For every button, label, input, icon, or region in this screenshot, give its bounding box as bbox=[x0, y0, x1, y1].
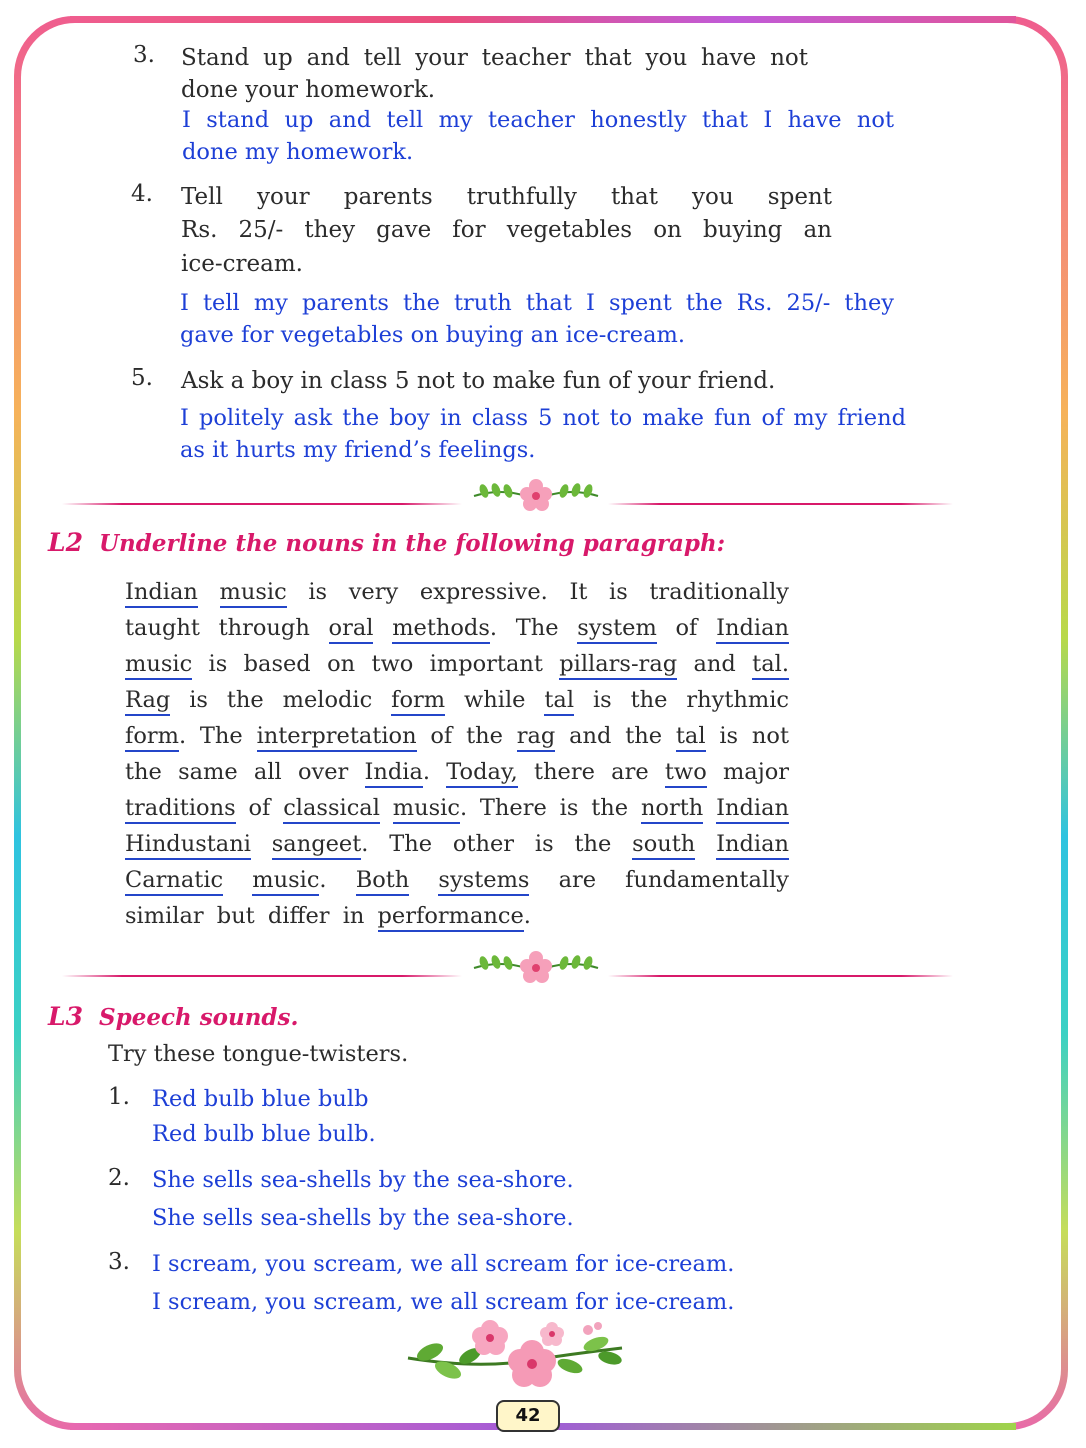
divider-line bbox=[62, 503, 462, 505]
underlined-noun: Indian bbox=[716, 615, 789, 644]
paragraph-text: taught through bbox=[125, 615, 329, 641]
underlined-noun: Both bbox=[356, 867, 410, 896]
underlined-noun: performance bbox=[378, 903, 524, 932]
section-intro: Try these tongue-twisters. bbox=[108, 1041, 409, 1067]
paragraph-text: . The bbox=[489, 615, 578, 641]
paragraph-text: similar but differ in bbox=[125, 903, 378, 929]
twister-line: Red bulb blue bulb bbox=[152, 1086, 369, 1112]
paragraph-text: is based on two important bbox=[192, 651, 560, 677]
underlined-noun: two bbox=[665, 759, 707, 788]
paragraph-text: . bbox=[319, 867, 356, 893]
flower-divider-icon bbox=[470, 478, 602, 514]
noun-paragraph bbox=[125, 574, 789, 934]
twister-line: Red bulb blue bulb. bbox=[152, 1121, 376, 1147]
underlined-noun: Rag bbox=[125, 687, 170, 716]
underlined-noun: sangeet bbox=[272, 831, 362, 860]
paragraph-text: while bbox=[445, 687, 545, 713]
question-text-line: Stand up and tell your teacher that you have not bbox=[181, 45, 808, 71]
twister-number: 2. bbox=[108, 1165, 130, 1191]
question-text-line: Tell your parents truthfully that you spent bbox=[181, 184, 832, 210]
twister-line: She sells sea-shells by the sea-shore. bbox=[152, 1205, 574, 1231]
flower-divider-icon bbox=[470, 950, 602, 986]
paragraph-text: the same all over bbox=[125, 759, 365, 785]
paragraph-line bbox=[125, 898, 789, 934]
paragraph-text: and bbox=[677, 651, 753, 677]
paragraph-text: of bbox=[656, 615, 717, 641]
underlined-noun: Carnatic bbox=[125, 867, 223, 896]
twister-number: 1. bbox=[108, 1084, 130, 1110]
paragraph-text: are fundamentally bbox=[529, 867, 789, 893]
paragraph-text: major bbox=[706, 759, 790, 785]
underlined-noun: system bbox=[577, 615, 657, 644]
divider-line bbox=[608, 975, 953, 977]
paragraph-text: there are bbox=[517, 759, 665, 785]
underlined-noun: music bbox=[220, 579, 287, 608]
underlined-noun: Indian bbox=[716, 795, 789, 824]
section-heading-l3 bbox=[48, 1002, 298, 1031]
section-code: L2 bbox=[48, 528, 83, 557]
underlined-noun: classical bbox=[283, 795, 380, 824]
paragraph-text bbox=[703, 795, 716, 821]
twister-number: 3. bbox=[108, 1249, 130, 1275]
answer-text-line: I stand up and tell my teacher honestly that I have not bbox=[182, 107, 894, 133]
paragraph-line bbox=[125, 862, 789, 898]
question-text-line: Ask a boy in class 5 not to make fun of your friend. bbox=[181, 368, 776, 394]
paragraph-text bbox=[198, 579, 220, 605]
question-text-line: ice-cream. bbox=[181, 251, 303, 277]
paragraph-text bbox=[251, 831, 272, 857]
underlined-noun: systems bbox=[438, 867, 529, 896]
paragraph-line bbox=[125, 790, 789, 826]
underlined-noun: traditions bbox=[125, 795, 236, 824]
paragraph-line bbox=[125, 646, 789, 682]
question-text-line: Rs. 25/- they gave for vegetables on buying an bbox=[181, 217, 832, 243]
paragraph-text bbox=[223, 867, 252, 893]
underlined-noun: Today, bbox=[446, 759, 518, 788]
underlined-noun: pillars-rag bbox=[559, 651, 677, 680]
paragraph-line bbox=[125, 718, 789, 754]
underlined-noun: form bbox=[125, 723, 179, 752]
underlined-noun: music bbox=[125, 651, 192, 680]
paragraph-text: and the bbox=[555, 723, 676, 749]
paragraph-line bbox=[125, 826, 789, 862]
paragraph-text: is the rhythmic bbox=[574, 687, 790, 713]
question-number: 5. bbox=[131, 365, 153, 391]
question-number: 4. bbox=[131, 181, 153, 207]
underlined-noun: tal. bbox=[752, 651, 789, 680]
question-text-line: done your homework. bbox=[181, 77, 436, 103]
underlined-noun: tal bbox=[544, 687, 574, 716]
underlined-noun: interpretation bbox=[257, 723, 417, 752]
paragraph-text: of bbox=[235, 795, 284, 821]
section-code: L3 bbox=[48, 1002, 83, 1031]
paragraph-line bbox=[125, 574, 789, 610]
underlined-noun: Hindustani bbox=[125, 831, 251, 860]
paragraph-line bbox=[125, 610, 789, 646]
underlined-noun: Indian bbox=[125, 579, 198, 608]
paragraph-text: . bbox=[523, 903, 531, 929]
underlined-noun: oral bbox=[329, 615, 374, 644]
underlined-noun: Indian bbox=[716, 831, 789, 860]
paragraph-text bbox=[373, 615, 392, 641]
twister-line: I scream, you scream, we all scream for ice-cream. bbox=[152, 1251, 735, 1277]
question-number: 3. bbox=[133, 42, 155, 68]
underlined-noun: rag bbox=[517, 723, 556, 752]
paragraph-text: is not bbox=[705, 723, 789, 749]
paragraph-text: . The other is the bbox=[361, 831, 633, 857]
page-border-top bbox=[70, 16, 1016, 23]
paragraph-line bbox=[125, 754, 789, 790]
twister-line: She sells sea-shells by the sea-shore. bbox=[152, 1167, 574, 1193]
twister-line: I scream, you scream, we all scream for ice-cream. bbox=[152, 1289, 735, 1315]
flower-branch-icon bbox=[400, 1318, 630, 1398]
paragraph-text: of the bbox=[416, 723, 517, 749]
paragraph-text bbox=[380, 795, 393, 821]
underlined-noun: tal bbox=[676, 723, 706, 752]
paragraph-text: . bbox=[422, 759, 447, 785]
underlined-noun: music bbox=[393, 795, 460, 824]
page-number: 42 bbox=[496, 1400, 560, 1432]
paragraph-text bbox=[409, 867, 438, 893]
answer-text-line: done my homework. bbox=[182, 139, 414, 165]
underlined-noun: south bbox=[632, 831, 695, 860]
paragraph-line bbox=[125, 682, 789, 718]
paragraph-text: . The bbox=[178, 723, 257, 749]
divider-line bbox=[62, 975, 462, 977]
paragraph-text: is very expressive. It is traditionally bbox=[286, 579, 789, 605]
underlined-noun: north bbox=[641, 795, 703, 824]
paragraph-text bbox=[695, 831, 716, 857]
underlined-noun: methods bbox=[392, 615, 490, 644]
divider-line bbox=[608, 503, 953, 505]
answer-text-line: I tell my parents the truth that I spent the Rs. 25/- they bbox=[180, 290, 894, 316]
paragraph-text: . There is the bbox=[459, 795, 641, 821]
section-title: Underline the nouns in the following paragraph: bbox=[99, 530, 726, 557]
underlined-noun: form bbox=[391, 687, 445, 716]
paragraph-text: is the melodic bbox=[170, 687, 392, 713]
section-heading-l2 bbox=[48, 528, 725, 557]
underlined-noun: music bbox=[252, 867, 319, 896]
underlined-noun: India bbox=[365, 759, 423, 788]
answer-text-line: I politely ask the boy in class 5 not to make fun of my friend bbox=[180, 405, 906, 431]
section-title: Speech sounds. bbox=[99, 1004, 299, 1031]
answer-text-line: gave for vegetables on buying an ice-cream. bbox=[180, 322, 685, 348]
answer-text-line: as it hurts my friend’s feelings. bbox=[180, 437, 536, 463]
